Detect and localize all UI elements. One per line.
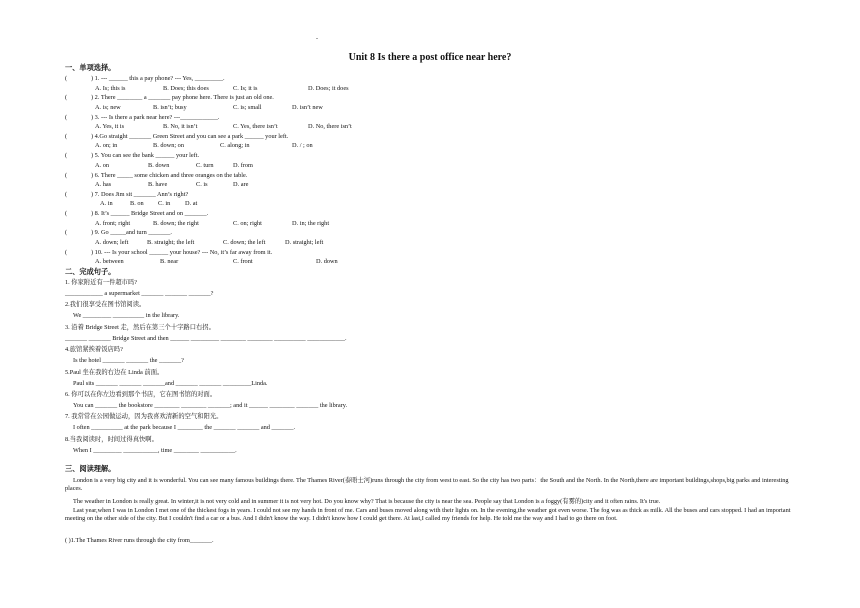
reading-question-1: ( )1.The Thames River runs through the city from_______. xyxy=(65,537,214,544)
mc-option-c: C. in xyxy=(158,200,171,208)
mc-option-a: A. on; in xyxy=(95,142,118,150)
mc-question-3 xyxy=(65,114,220,122)
mc-question-text: ) 6. There _____ some chicken and three oranges on the table. xyxy=(91,171,248,179)
mc-option-d: D. in; the right xyxy=(292,219,330,227)
mc-option-c: C. along; in xyxy=(220,142,250,150)
mc-option-c: C. down; the left xyxy=(223,238,266,246)
mc-option-a: A. has xyxy=(95,181,112,188)
mc-question-1 xyxy=(65,75,225,83)
answer-paren: ( xyxy=(65,132,68,140)
answer-paren: ( xyxy=(65,152,68,160)
mc-question-text: ) 2. There ________ a _______ pay phone here. There is just an old one. xyxy=(91,94,274,102)
fill-prompt-4: 4.旅馆紧挨着饭店吗? xyxy=(65,346,123,354)
answer-paren: ( xyxy=(65,190,68,198)
mc-option-d: D. down xyxy=(316,258,338,266)
mc-question-5 xyxy=(65,152,199,160)
mc-question-text: ) 7. Does Jim sit _______ Ann’s right? xyxy=(91,190,189,198)
answer-paren: ( xyxy=(65,113,68,121)
answer-paren: ( xyxy=(65,94,68,102)
mc-option-d: D. Does; it does xyxy=(308,84,349,92)
section-heading-complete: 二、完成句子。 xyxy=(65,268,116,276)
mc-question-text: ) 9. Go _____and turn _______. xyxy=(91,229,172,237)
mc-question-text: ) 10. --- Is your school ______ your house? --- No, it’s far away from it. xyxy=(91,248,273,256)
answer-paren: ( xyxy=(65,171,68,179)
page-title: Unit 8 Is there a post office near here? xyxy=(348,52,512,63)
section-heading-choice: 一、单项选择。 xyxy=(65,64,116,72)
mc-option-b: B. isn’t; busy xyxy=(153,103,187,111)
answer-paren: ( xyxy=(65,248,68,256)
mc-question-text: ) 1. --- ______ this a pay phone? --- Yes, _________. xyxy=(91,75,225,82)
mc-option-c: C. is xyxy=(196,181,208,188)
mc-option-d: D. / ; on xyxy=(292,142,313,150)
mc-question-10 xyxy=(65,249,272,257)
fill-sentence-1: ____________ a supermarket _______ _______ _______? xyxy=(65,290,214,297)
mc-question-text: ) 4.Go straight _______ Green Street and you can see a park ______ your left. xyxy=(91,132,289,140)
answer-paren: ( xyxy=(65,75,68,82)
fill-prompt-1: 1. 你家附近有一件超市吗? xyxy=(65,279,138,286)
mc-question-text: ) 8. It’s ______ Bridge Street and on _______. xyxy=(91,210,209,218)
mc-option-b: B. down; on xyxy=(153,142,184,150)
mc-option-b: B. on xyxy=(130,200,144,208)
fill-sentence-3: _______ _______ Bridge Street and then ______ _________ ________ ________ __________ ____________. xyxy=(65,334,347,342)
section-heading-reading: 三、阅读理解。 xyxy=(65,465,116,473)
mc-question-8 xyxy=(65,210,208,218)
mc-option-a: A. front; right xyxy=(95,219,131,227)
fill-sentence-7: I often __________ at the park because I ________ the _______ _______ and _______. xyxy=(73,424,296,432)
mc-option-c: C. turn xyxy=(196,161,214,169)
mc-option-a: A. is; new xyxy=(95,103,121,111)
fill-sentence-2: We _________ __________ in the library. xyxy=(73,312,180,320)
mc-option-c: C. Yes, there isn’t xyxy=(233,123,278,131)
mc-option-a: A. down; left xyxy=(95,238,129,246)
mc-option-c: C. front xyxy=(233,258,253,266)
fill-prompt-8: 8.当我阅读时，时间过得真快啊。 xyxy=(65,435,158,443)
mc-question-4 xyxy=(65,133,288,141)
mc-option-b: B. down xyxy=(148,161,170,169)
mc-question-6 xyxy=(65,172,247,180)
mc-option-d: D. straight; left xyxy=(285,238,324,246)
mc-option-c: C. Is; it is xyxy=(233,84,258,92)
mc-option-d: D. at xyxy=(185,200,198,208)
mc-option-d: D. isn’t new xyxy=(292,103,323,111)
fill-prompt-6: 6. 你可以在你左边看到那个书店，它在图书馆的对面。 xyxy=(65,391,217,398)
mc-option-a: A. between xyxy=(95,258,124,266)
mc-option-b: B. have xyxy=(148,181,168,188)
mc-question-9 xyxy=(65,229,172,237)
mc-option-b: B. down; the right xyxy=(153,219,199,227)
mc-option-d: D. No, there isn’t xyxy=(308,123,352,131)
mc-option-b: B. straight; the left xyxy=(147,238,195,246)
mc-option-d: D. are xyxy=(233,181,249,188)
mc-option-c: C. is; small xyxy=(233,103,262,111)
mc-option-b: B. No, it isn’t xyxy=(163,123,198,131)
header-dot: - xyxy=(316,36,318,42)
mc-question-7 xyxy=(65,191,188,199)
fill-sentence-4: Is the hotel _______ _______ the _______? xyxy=(73,357,184,365)
mc-option-b: B. near xyxy=(160,258,179,266)
reading-paragraph-1: London is a very big city and it is wonderful. You can see many famous buildings there. The Thames River(泰晤士河)runs through the city from west to east. So the city has two parts：the South and the North. In the North,there are important buildings,shops,big parks and interesting places. xyxy=(65,477,789,493)
fill-prompt-5: 5.Paul 坐在我的右边在 Linda 前面。 xyxy=(65,368,164,376)
fill-prompt-3: 3. 沿着 Bridge Street 走，然后在第三个十字路口右拐。 xyxy=(65,323,215,331)
fill-prompt-2: 2.我们很享受在图书馆阅读。 xyxy=(65,301,146,309)
mc-option-d: D. from xyxy=(233,161,253,169)
mc-option-a: A. Is; this is xyxy=(95,84,126,92)
fill-prompt-7: 7. 我常常在公园做运动，因为我喜欢清新的空气和阳光。 xyxy=(65,413,223,421)
fill-sentence-6: You can _______ the bookstore ________ ________ _______; and it ______ ________ _______ the library. xyxy=(73,402,348,409)
fill-sentence-8: When I _________ ___________, time ________ ___________. xyxy=(73,446,237,454)
mc-question-2 xyxy=(65,94,274,102)
mc-option-c: C. on; right xyxy=(233,219,262,227)
mc-option-b: B. Does; this does xyxy=(163,84,209,92)
mc-option-a: A. in xyxy=(100,200,113,208)
reading-paragraph-2: The weather in London is really great. In winter,it is not very cold and in summer it is not very hot. Do you know why? That is because the city is near the sea. People say that London is a foggy(有雾的)city and it often rains. It's true. xyxy=(73,498,661,505)
answer-paren: ( xyxy=(65,229,68,237)
mc-question-text: ) 5. You can see the bank ______ your left. xyxy=(91,152,200,160)
fill-sentence-5: Paul sits _______ _______ _______and _______ _______ _________Linda. xyxy=(73,379,268,387)
reading-paragraph-3: Last year,when I was in London I met one of the thickest fogs in years. I could not see my hands in front of me. Cars and buses moved along with their lights on. In the evening,the weather got even worse. The fog was as thick as milk. All the buses and cars stopped. I had an important meeting on the other side of the city. But I couldn't find a car or a bus. And I didn't know the way. I didn't know how I could get there. At last,I called my friends for help. He told me the way and I had to go there on foot. xyxy=(65,507,791,523)
answer-paren: ( xyxy=(65,210,68,218)
mc-question-text: ) 3. --- Is there a park near here? ---____________. xyxy=(91,113,220,121)
mc-option-a: A. on xyxy=(95,161,109,169)
mc-option-a: A. Yes, it is xyxy=(95,123,125,131)
